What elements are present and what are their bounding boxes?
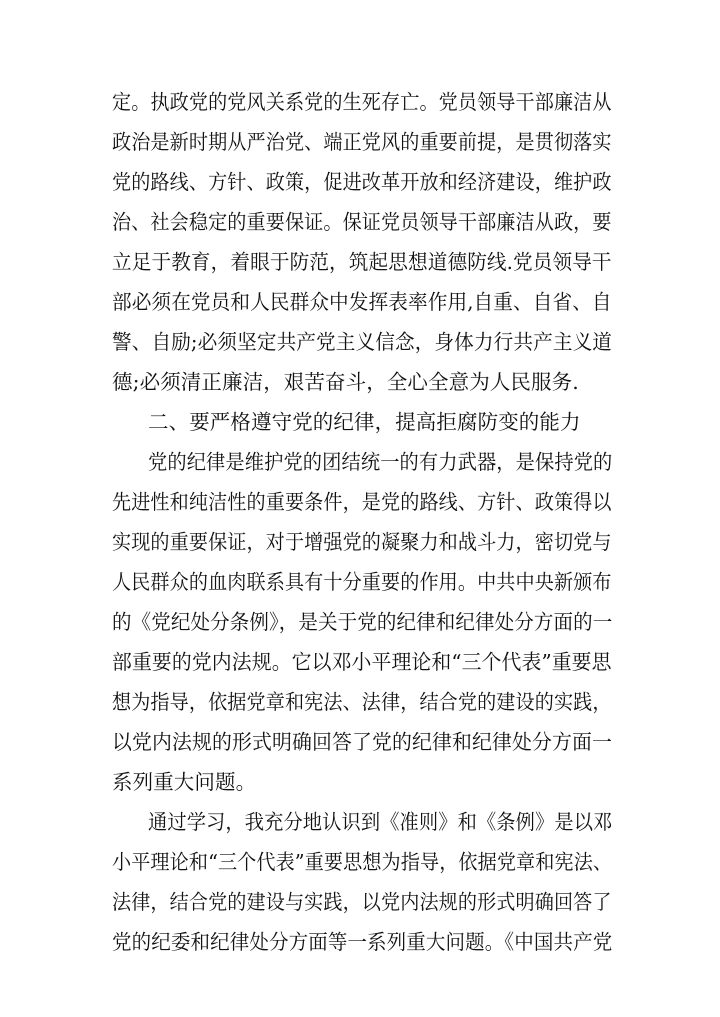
text-line: 定。执政党的党风关系党的生死存亡。党员领导干部廉洁从 — [112, 90, 612, 114]
text-line: 党的纪律是维护党的团结统一的有力武器，是保持党的 — [148, 450, 613, 474]
text-line: 党的路线、方针、政策，促进改革开放和经济建设，维护政 — [112, 170, 612, 194]
text-line: 先进性和纯洁性的重要条件，是党的路线、方针、政策得以 — [112, 490, 612, 514]
text-line: 法律，结合党的建设与实践，以党内法规的形式明确回答了 — [112, 890, 612, 914]
text-line: 部重要的党内法规。它以邓小平理论和“三个代表”重要思 — [112, 650, 612, 674]
text-line: 系列重大问题。 — [112, 770, 257, 794]
text-line: 以党内法规的形式明确回答了党的纪律和纪律处分方面一 — [112, 730, 613, 754]
text-line: 小平理论和“三个代表”重要思想为指导，依据党章和宪法、 — [112, 850, 613, 874]
text-line: 的《党纪处分条例》，是关于党的纪律和纪律处分方面的一 — [112, 610, 613, 634]
text-line: 立足于教育，着眼于防范，筑起思想道德防线.党员领导干 — [112, 250, 612, 274]
text-line: 德;必须清正廉洁，艰苦奋斗，全心全意为人民服务. — [112, 370, 579, 394]
text-line: 人民群众的血肉联系具有十分重要的作用。中共中央新颁布 — [112, 570, 612, 594]
section-heading: 二、要严格遵守党的纪律，提高拒腐防变的能力 — [148, 410, 581, 434]
text-line: 部必须在党员和人民群众中发挥表率作用,自重、自省、自 — [112, 290, 612, 314]
text-line: 警、自励;必须坚定共产党主义信念，身体力行共产主义道 — [112, 330, 613, 354]
text-line: 实现的重要保证，对于增强党的凝聚力和战斗力，密切党与 — [112, 530, 612, 554]
text-line: 治、社会稳定的重要保证。保证党员领导干部廉洁从政，要 — [112, 210, 612, 234]
text-line: 政治是新时期从严治党、端正党风的重要前提，是贯彻落实 — [112, 130, 612, 154]
text-line: 党的纪委和纪律处分方面等一系列重大问题。《中国共产党 — [112, 930, 613, 954]
text-line: 通过学习，我充分地认识到《准则》和《条例》是以邓 — [148, 810, 613, 834]
text-line: 想为指导，依据党章和宪法、法律，结合党的建设的实践， — [112, 690, 612, 714]
